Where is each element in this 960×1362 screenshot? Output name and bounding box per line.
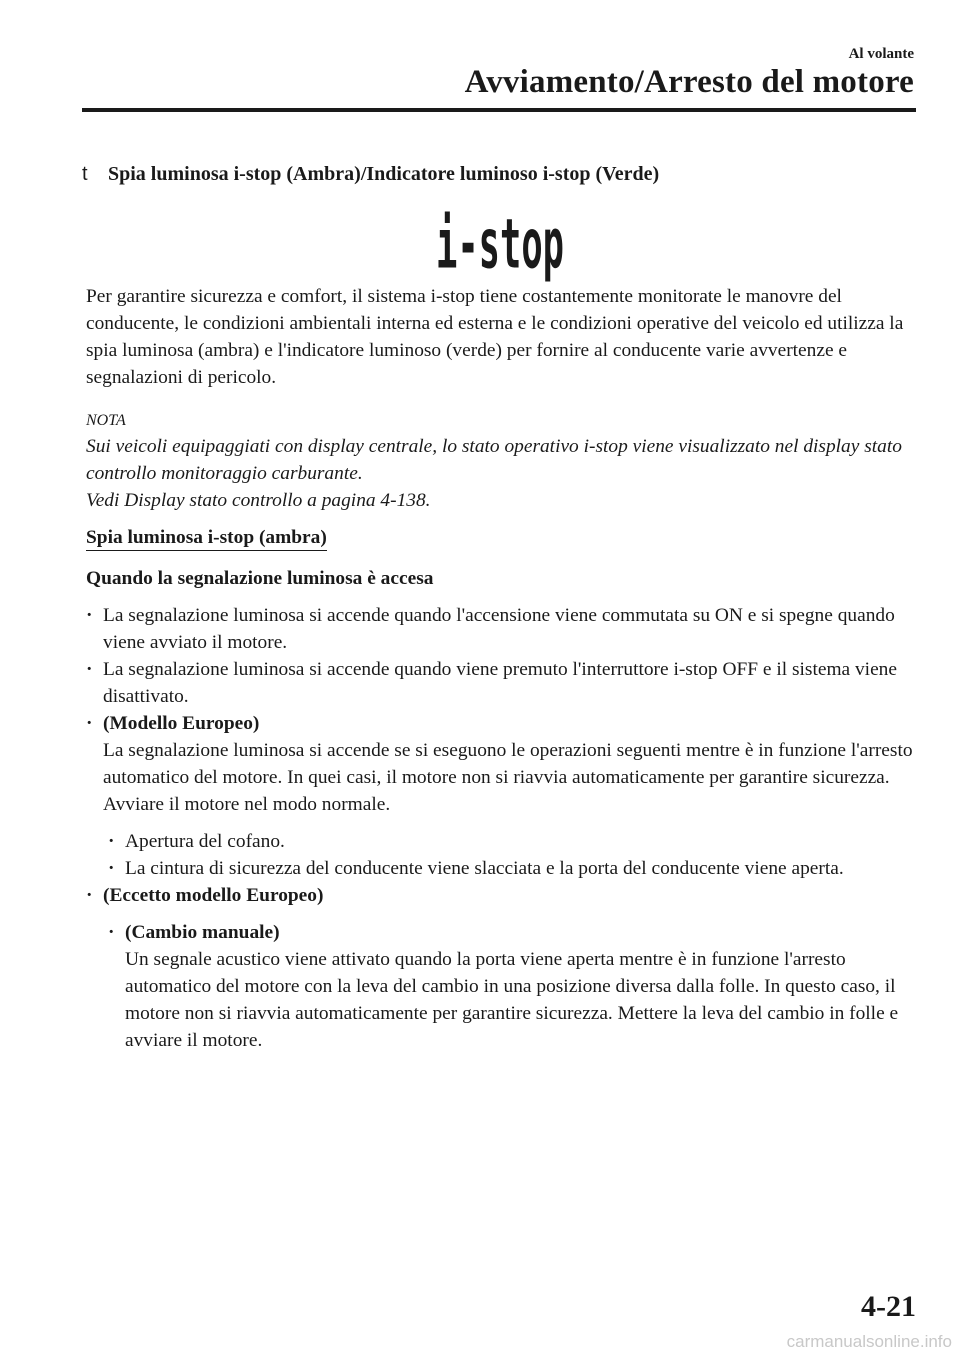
i-stop-symbol-text: i-stop xyxy=(436,203,564,284)
sub-list-item xyxy=(108,828,918,855)
chapter-label: Al volante xyxy=(848,46,914,62)
sub-list-item-manual xyxy=(108,919,918,1054)
list-item-text: La segnalazione luminosa si accende quando viene premuto l'interruttore i-stop OFF e il sistema viene disattivato. xyxy=(103,659,897,707)
list-item-non-european xyxy=(86,882,918,909)
list-item-text: La segnalazione luminosa si accende quando l'accensione viene commutata su ON e si spegne quando viene avviato il motore. xyxy=(103,605,895,653)
sub-list-item xyxy=(108,855,918,882)
watermark: carmanualsonline.info xyxy=(786,1332,952,1351)
page-title: Avviamento/Arresto del motore xyxy=(464,64,914,100)
note-line-1: Sui veicoli equipaggiati con display centrale, lo stato operativo i-stop viene visualizzato nel display stato controllo monitoraggio carburante. xyxy=(86,436,902,484)
i-stop-indicator-symbol xyxy=(434,200,566,284)
section-heading xyxy=(82,163,659,186)
page-number: 4-21 xyxy=(861,1290,916,1323)
european-label: (Modello Europeo) xyxy=(103,713,260,734)
note-text xyxy=(86,433,918,514)
non-european-label: (Eccetto modello Europeo) xyxy=(103,885,324,906)
condition-heading: Quando la segnalazione luminosa è accesa xyxy=(86,568,434,589)
note-line-2: Vedi Display stato controllo a pagina 4-138. xyxy=(86,490,431,511)
header-divider xyxy=(82,108,916,112)
subsection-heading: Spia luminosa i-stop (ambra) xyxy=(86,526,327,551)
section-heading-text: Spia luminosa i-stop (Ambra)/Indicatore luminoso i-stop (Verde) xyxy=(108,163,660,185)
manual-transmission-label: (Cambio manuale) xyxy=(125,922,280,943)
manual-transmission-text: Un segnale acustico viene attivato quando la porta viene aperta mentre è in funzione l'arresto automatico del motore con la leva del cambio in una posizione diversa dalla folle. In questo caso, il motore non si riavvia automaticamente per garantire sicurezza. Mettere la leva del cambio in folle e avviare il motore. xyxy=(125,949,899,1051)
list-item-european xyxy=(86,710,918,818)
sub-list-item-text: Apertura del cofano. xyxy=(125,831,285,852)
list-item xyxy=(86,656,918,710)
main-content xyxy=(86,283,918,1054)
sub-list-item-text: La cintura di sicurezza del conducente viene slacciata e la porta del conducente viene aperta. xyxy=(125,858,844,879)
european-text: La segnalazione luminosa si accende se si eseguono le operazioni seguenti mentre è in funzione l'arresto automatico del motore. In quei casi, il motore non si riavvia automaticamente per garantire sicurezza. Avviare il motore nel modo normale. xyxy=(103,740,913,815)
note-label: NOTA xyxy=(86,412,126,429)
section-marker: t xyxy=(82,163,88,185)
list-item xyxy=(86,602,918,656)
intro-paragraph: Per garantire sicurezza e comfort, il sistema i-stop tiene costantemente monitorate le manovre del conducente, le condizioni ambientali interna ed esterna e le condizioni operative del veicolo ed utilizza la spia luminosa (ambra) e l'indicatore luminoso (verde) per fornire al conducente varie avvertenze e segnalazioni di pericolo. xyxy=(86,286,904,388)
